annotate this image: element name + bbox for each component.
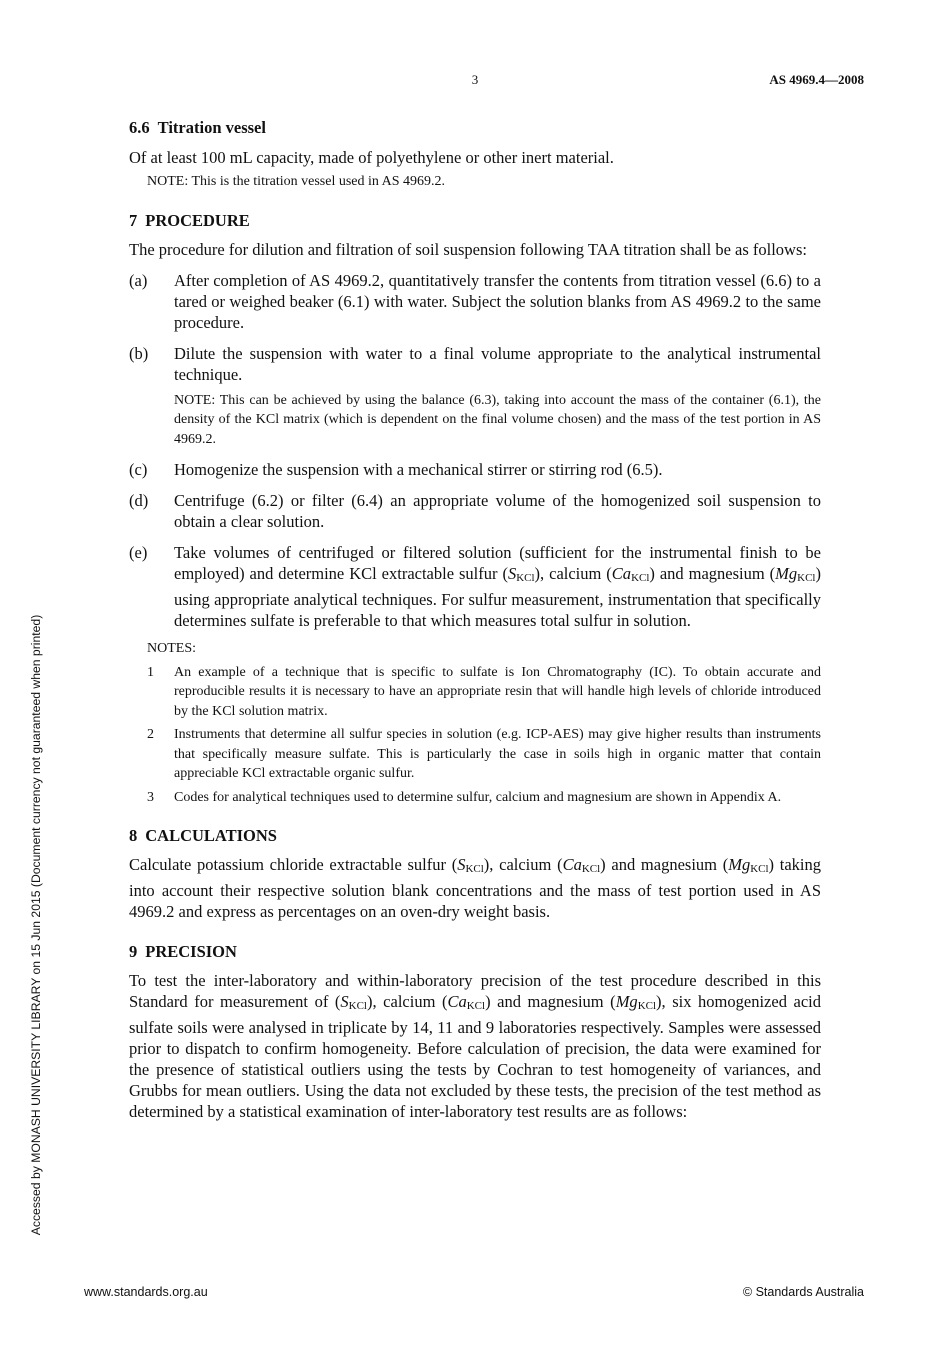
section-7-intro: The procedure for dilution and filtration of soil suspension following TAA titration shall be as follows: [129,239,807,259]
access-watermark: Accessed by MONASH UNIVERSITY LIBRARY on 15 Jun 2015 (Document currency not guaranteed when printed) [29,614,43,1236]
step-label: (d) [129,491,149,510]
footer-website: www.standards.org.au [84,1285,208,1299]
section-title: PRECISION [145,942,237,961]
document-body [129,117,821,1122]
section-9-heading [129,941,821,963]
step-note: NOTE: This can be achieved by using the balance (6.3), taking into account the mass of the container (6.1), the density of the KCl matrix (which is dependent on the final volume chosen) and the mass of the test portion in AS 4969.2. [174,392,821,447]
step-text: Homogenize the suspension with a mechanical stirrer or stirring rod (6.5). [174,460,663,479]
section-6-6-note: NOTE: This is the titration vessel used in AS 4969.2. [147,174,446,189]
note-item: 2 Instruments that determine all sulfur species in solution (e.g. ICP-AES) may give higher results than instruments that specifically measure sulfate. This is particularly the case in soils high in organic matter that contain appreciable KCl extractable organic sulfur. [147,727,821,781]
step-text: Take volumes of centrifuged or filtered solution (sufficient for the instrumental finish to be employed) and determine KCl extractable sulfur (SKCl), calcium (CaKCl) and magnesium (MgKCl) using appropriate analytical techniques. For sulfur measurement, instrumentation that specifically determines sulfate is preferable to that which measures total sulfur in solution. [174,543,821,630]
section-6-6-text: Of at least 100 mL capacity, made of polyethylene or other inert material. [129,148,614,167]
step-label: (a) [129,270,148,290]
procedure-step-b [129,343,821,450]
section-9-text: To test the inter-laboratory and within-laboratory precision of the test procedure described in this Standard for measurement of (SKCl), calcium (CaKCl) and magnesium (MgKCl), six homogenized acid sulfate soils were analysed in triplicate by 14, 11 and 9 laboratories respectively. Samples were assessed prior to dispatch to confirm homogeneity. Before calculation of precision, the data were examined for the presence of statistical outliers using the tests by Cochran to test homogeneity of variances, and Grubbs for mean outliers. Using the data not excluded by these tests, the precision of the test method as determined by a statistical examination of inter-laboratory test results are as follows: [129,971,821,1121]
step-text: After completion of AS 4969.2, quantitatively transfer the contents from titration vessel (6.6) to a tared or weighed beaker (6.1) with water. Subject the solution blanks from AS 4969.2 to the same procedure. [174,270,821,332]
step-label: (c) [129,460,148,479]
section-title: PROCEDURE [145,210,250,230]
note-item: 3 Codes for analytical techniques used to determine sulfur, calcium and magnesium are shown in Appendix A. [147,789,782,805]
step-label: (b) [129,343,149,363]
footer-copyright: © Standards Australia [742,1285,864,1299]
section-8-text: Calculate potassium chloride extractable sulfur (SKCl), calcium (CaKCl) and magnesium (MgKCl) taking into account their respective solution blank concentrations and the mass of test portion used in AS 4969.2 and express as percentages on an oven-dry weight basis. [129,855,821,921]
section-7-heading [129,210,821,232]
page-number: 3 [471,72,479,87]
note-item: 1 An example of a technique that is specific to sulfate is Ion Chromatography (IC). To obtain accurate and reproducible results it is necessary to have an appropriate resin that will handle high levels of chloride introduced by the KCl solution matrix. [147,664,821,719]
notes-heading: NOTES: [147,641,196,656]
section-title: Titration vessel [157,118,266,137]
section-number: 9 [129,942,138,961]
section-number: 7 [129,210,138,230]
step-label: (e) [129,543,148,562]
step-text: Centrifuge (6.2) or filter (6.4) an appropriate volume of the homogenized soil suspension to obtain a clear solution. [174,491,821,531]
document-id: AS 4969.4—2008 [769,72,864,87]
procedure-step-a [129,270,821,333]
section-number: 8 [129,826,138,845]
section-title: CALCULATIONS [145,826,277,845]
section-6-6-heading [129,117,821,139]
procedure-step-e [129,542,821,631]
step-text: Dilute the suspension with water to a final volume appropriate to the analytical instrumental technique. [174,343,821,384]
procedure-step-d [129,490,821,532]
section-number: 6.6 [129,118,150,137]
section-8-heading [129,825,821,847]
procedure-step-c [129,459,821,480]
